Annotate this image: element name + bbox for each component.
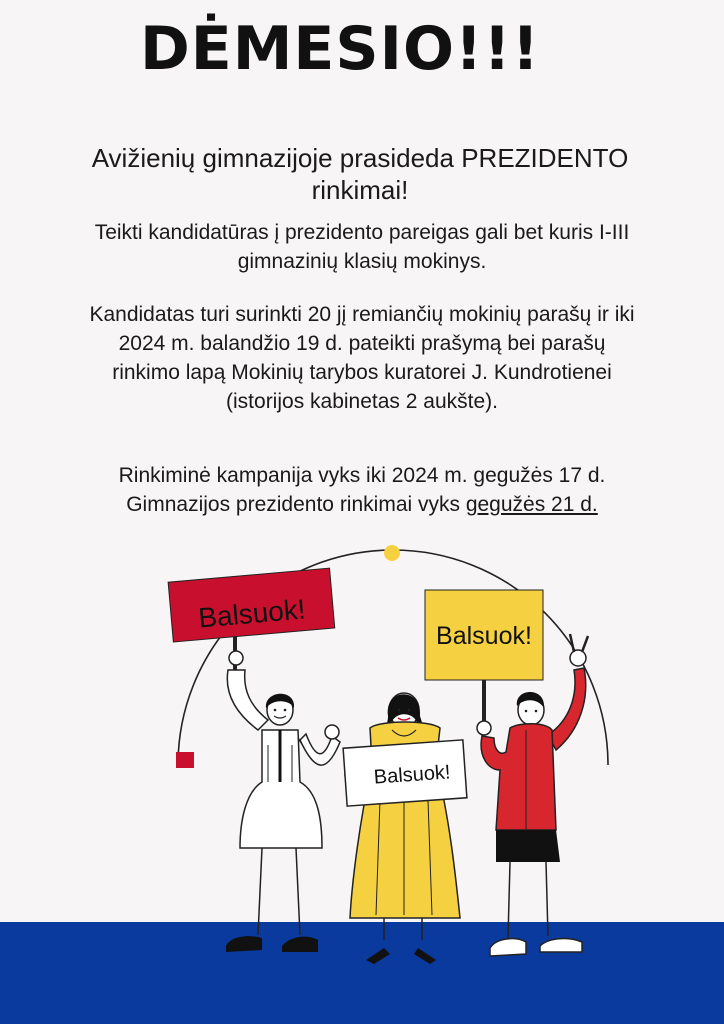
- election-date-underlined: gegužės 21 d.: [465, 493, 598, 516]
- eligibility-paragraph: [20, 218, 704, 276]
- red-sign-text: Balsuok!: [197, 593, 307, 634]
- voting-illustration: [0, 530, 724, 1024]
- election-date-prefix: Gimnazijos prezidento rinkimai vyks: [126, 493, 466, 516]
- eligibility-line-2: gimnazinių klasių mokinys.: [237, 250, 487, 273]
- white-sign-text: Balsuok!: [373, 761, 452, 789]
- requirements-line-1: Kandidatas turi surinkti 20 jį remiančių mokinių parašų ir iki: [89, 303, 635, 326]
- headline-line-2: rinkimai!: [311, 175, 409, 205]
- page-title: DĖMESIO!!!: [139, 14, 541, 84]
- requirements-line-4: (istorijos kabinetas 2 aukšte).: [226, 390, 498, 413]
- blue-band: [0, 922, 724, 1024]
- requirements-paragraph: [20, 300, 704, 416]
- yellow-sign-text: Balsuok!: [436, 622, 532, 650]
- headline-line-1: Avižienių gimnazijoje prasideda PREZIDENTO: [91, 143, 629, 173]
- election-date-line: [20, 490, 704, 519]
- dates-paragraph: [20, 461, 704, 519]
- yellow-dot: [384, 545, 400, 561]
- requirements-line-3: rinkimo lapą Mokinių tarybos kuratorei J. Kundrotienei: [112, 361, 612, 384]
- campaign-date-line: Rinkiminė kampanija vyks iki 2024 m. gegužės 17 d.: [118, 464, 606, 487]
- announcement-headline: [20, 142, 700, 206]
- eligibility-line-1: Teikti kandidatūras į prezidento pareigas gali bet kuris I-III: [94, 221, 630, 244]
- requirements-line-2: 2024 m. balandžio 19 d. pateikti prašymą bei parašų: [118, 332, 606, 355]
- red-square: [176, 752, 194, 768]
